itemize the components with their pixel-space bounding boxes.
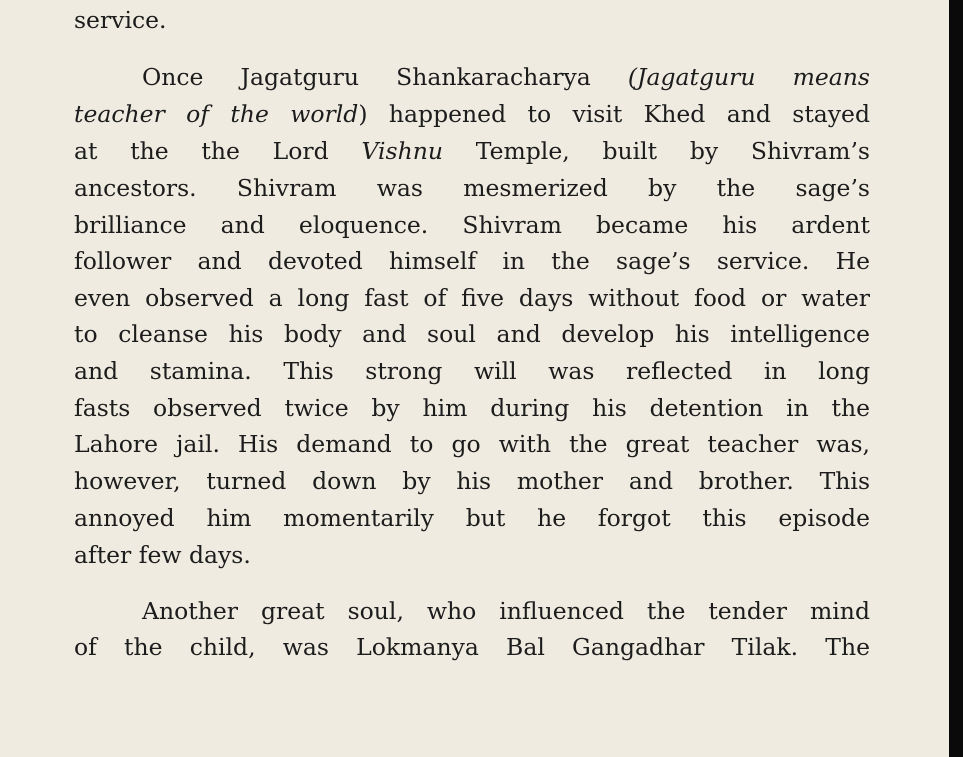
- italic-text: teacher of the world: [74, 100, 359, 128]
- text-line: fasts observed twice by him during his detention in the: [74, 394, 870, 422]
- text-line: follower and devoted himself in the sage’s service. He: [74, 247, 870, 275]
- text-line: after few days.: [74, 541, 251, 569]
- text-line: at the the Lord Vishnu Temple, built by Shivram’s: [74, 137, 870, 165]
- text-line: teacher of the world) happened to visit Khed and stayed: [74, 100, 870, 128]
- text-line: of the child, was Lokmanya Bal Gangadhar Tilak. The: [74, 633, 870, 661]
- page-edge-shadow: [949, 0, 963, 757]
- text-line: Once Jagatguru Shankaracharya (Jagatguru means: [142, 63, 870, 91]
- text-line: to cleanse his body and soul and develop his intelligence: [74, 320, 870, 348]
- text-line: and stamina. This strong will was reflected in long: [74, 357, 870, 385]
- text-line: however, turned down by his mother and brother. This: [74, 467, 870, 495]
- text-line: service.: [74, 6, 167, 34]
- text-line: brilliance and eloquence. Shivram became his ardent: [74, 211, 870, 239]
- text-line: Lahore jail. His demand to go with the great teacher was,: [74, 430, 870, 458]
- text-line: Another great soul, who influenced the tender mind: [142, 597, 870, 625]
- text-line: even observed a long fast of five days without food or water: [74, 284, 870, 312]
- text-line: annoyed him momentarily but he forgot this episode: [74, 504, 870, 532]
- italic-text: (Jagatguru means: [627, 63, 870, 91]
- text-line: ancestors. Shivram was mesmerized by the sage’s: [74, 174, 870, 202]
- italic-text: Vishnu: [361, 137, 443, 165]
